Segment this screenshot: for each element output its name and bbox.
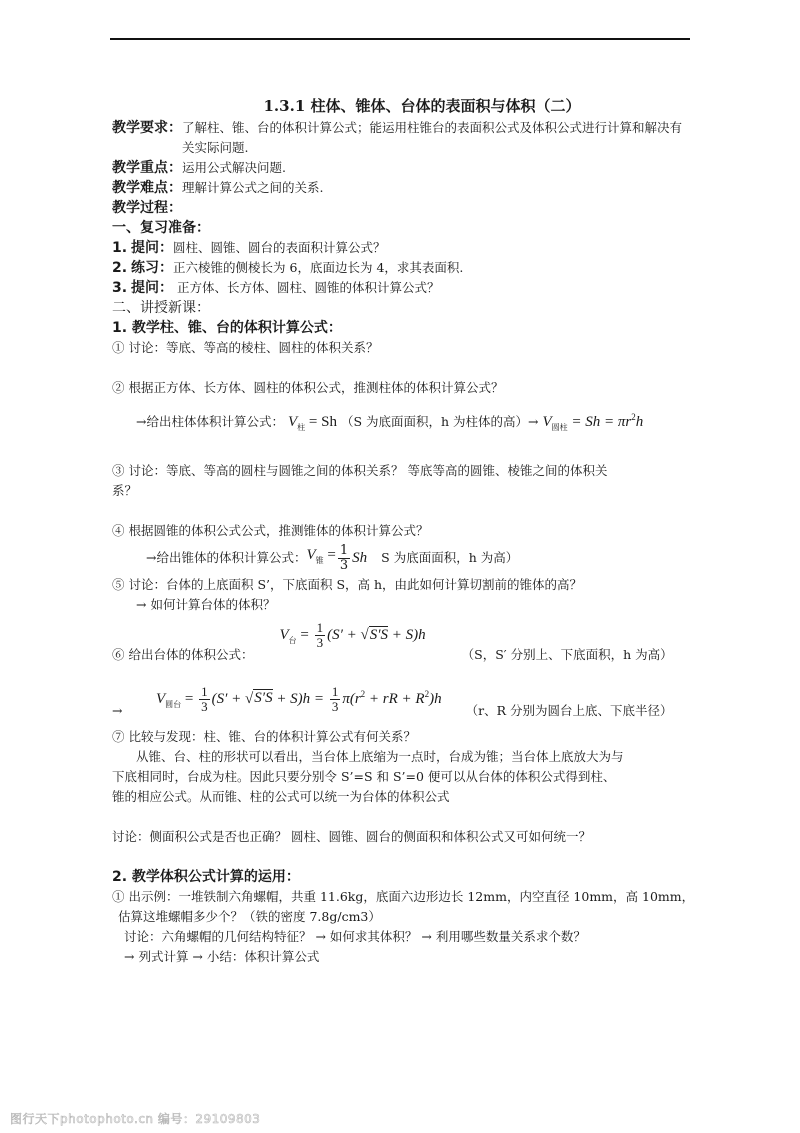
- item-label: 提问：: [131, 240, 174, 256]
- step-5-arrow: → 如何计算台体的体积？: [136, 597, 276, 612]
- requirements-label: 教学要求：: [112, 120, 182, 136]
- fraction-one-third: $\frac{1}{3}$: [339, 542, 349, 573]
- key-point-label: 教学重点：: [112, 160, 182, 176]
- example-line2: 估算这堆螺帽多少个？（铁的密度 7.8g/cm3）: [118, 909, 381, 924]
- step-3-line1: ③ 讨论：等底、等高的圆柱与圆锥之间的体积关系？ 等底等高的圆锥、棱锥之间的体积关: [112, 463, 608, 478]
- pyramid-formula-line: →给出锥体的体积计算公式： $V_锥$ = $\frac{1}{3}$ Sh S 为底面面积，h 为高）: [146, 542, 519, 573]
- key-point: [112, 158, 692, 178]
- item-text: 正方体、长方体、圆柱、圆锥的体积计算公式？: [173, 280, 440, 295]
- review-item-3: [112, 278, 692, 298]
- difficulty: [112, 178, 692, 198]
- pyramid-formula-note: S 为底面面积，h 为高）: [381, 550, 519, 565]
- step-7-paragraph-line2: 下底相同时，台成为柱。因此只要分别令 S’=S 和 S’=0 便可以从台体的体积公式得到柱、: [112, 769, 616, 784]
- prism-formula-line: [112, 404, 692, 441]
- frustum-formula-note: （S，S′ 分别上、下底面积，h 为高）: [461, 647, 673, 662]
- discussion: 讨论：侧面积公式是否也正确？ 圆柱、圆锥、圆台的侧面积和体积公式又可如何统一？: [112, 829, 591, 844]
- step-2: ② 根据正方体、长方体、圆柱的体积公式，推测柱体的体积计算公式？: [112, 380, 504, 395]
- cylinder-volume-formula: $V_{圆柱} = Sh = \pi r^2h$: [542, 412, 644, 432]
- frustum-volume-formula: $V_台$ = $\frac{1}{3}$ (S′ + √S′S + S)h: [279, 620, 426, 650]
- requirements-text: 了解柱、锥、台的体积计算公式；能运用柱锥台的表面积公式及体积公式进行计算和解决有关实际问题.: [182, 120, 683, 155]
- truncated-cone-formula-line: [112, 675, 692, 723]
- item-text: 正六棱锥的侧棱长为 6，底面边长为 4，求其表面积.: [173, 260, 464, 275]
- part1-heading: 1. 教学柱、锥、台的体积计算公式：: [112, 320, 342, 336]
- example-line3: 讨论：六角螺帽的几何结构特征？ → 如何求其体积？ → 利用哪些数量关系求个数？: [124, 929, 586, 944]
- step-7-paragraph-line3: 锥的相应公式。从而锥、柱的公式可以统一为台体的体积公式: [112, 789, 450, 804]
- truncated-cone-formula-note: （r、R 分别为圆台上底、下底半径）: [465, 703, 673, 718]
- review-item-1: [112, 238, 692, 258]
- item-number: 1.: [112, 240, 128, 256]
- step-5: ⑤ 讨论：台体的上底面积 S’，下底面积 S，高 h，由此如何计算切割前的锥体的高？: [112, 577, 583, 592]
- header-rule: [110, 38, 690, 40]
- review-item-2: [112, 258, 692, 278]
- step-4: ④ 根据圆锥的体积公式公式，推测锥体的体积计算公式？: [112, 523, 429, 538]
- difficulty-label: 教学难点：: [112, 180, 182, 196]
- arrow-text: →给出锥体的体积计算公式：: [146, 550, 307, 565]
- watermark: 图行天下photophoto.cn 编号：29109803: [10, 1112, 261, 1126]
- step-3-line2: 系？: [112, 483, 138, 498]
- step-7: ⑦ 比较与发现：柱、锥、台的体积计算公式有何关系？: [112, 729, 416, 744]
- teaching-requirements: [112, 118, 692, 158]
- item-text: 圆柱、圆锥、圆台的表面积计算公式？: [173, 240, 386, 255]
- pyramid-volume-formula: $V_锥$ =: [306, 547, 336, 565]
- item-number: 2.: [112, 260, 128, 276]
- step-1: ① 讨论：等底、等高的棱柱、圆柱的体积关系？: [112, 340, 379, 355]
- step-7-paragraph-line1: 从锥、台、柱的形状可以看出，当台体上底缩为一点时，台成为锥；当台体上底放大为与: [136, 749, 624, 764]
- key-point-text: 运用公式解决问题.: [182, 160, 286, 175]
- frustum-formula-line: [112, 621, 692, 669]
- document-page: [112, 96, 695, 967]
- prism-volume-formula: $V_柱 = Sh$: [287, 414, 337, 432]
- section2-heading: 二、讲授新课：: [112, 300, 210, 316]
- arrow-icon: →: [112, 703, 123, 718]
- arrow-text: →给出柱体体积计算公式：: [136, 414, 284, 429]
- difficulty-text: 理解计算公式之间的关系.: [182, 180, 324, 195]
- process-label: 教学过程：: [112, 200, 182, 216]
- prism-formula-note: （S 为底面面积，h 为柱体的高）→: [340, 414, 539, 429]
- item-number: 3.: [112, 280, 128, 296]
- item-label: 提问：: [131, 280, 174, 296]
- item-label: 练习：: [131, 260, 174, 276]
- document-title: 1.3.1 柱体、锥体、台体的表面积与体积（二）: [263, 97, 581, 115]
- step-6-label: ⑥ 给出台体的体积公式：: [112, 647, 254, 662]
- section1-heading: 一、复习准备：: [112, 220, 210, 236]
- example-line4: → 列式计算 → 小结：体积计算公式: [124, 949, 320, 964]
- truncated-cone-volume-formula: $V_{圆台}$ = $\frac{1}{3}$ (S′ + √S′S + S)h = $\frac{1}{3}$ $\pi(r^2$ + rR + $R^2)h$: [156, 683, 442, 714]
- part2-heading: 2. 教学体积公式计算的运用：: [112, 869, 300, 885]
- example-line1: ① 出示例：一堆铁制六角螺帽，共重 11.6kg，底面六边形边长 12mm，内空直径 10mm，高 10mm，: [112, 889, 695, 904]
